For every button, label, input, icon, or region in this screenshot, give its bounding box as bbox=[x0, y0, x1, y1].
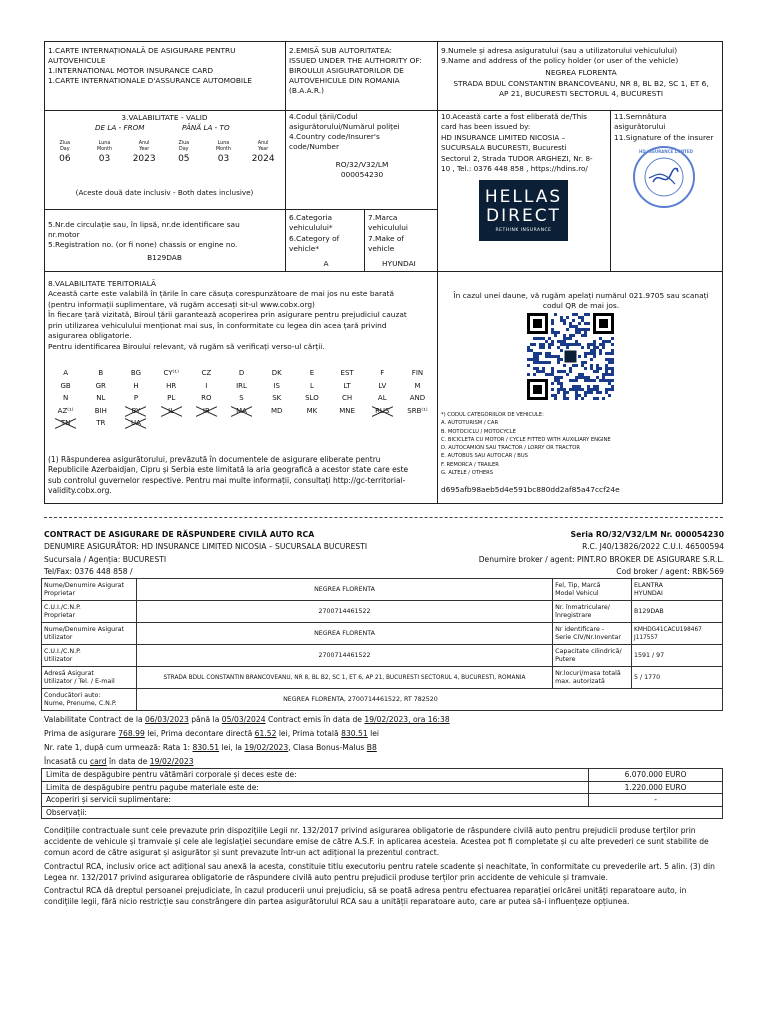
country-code: CH bbox=[342, 394, 353, 402]
table-row bbox=[42, 781, 723, 794]
cell-label: Nr. înmatriculare/ înregistrare bbox=[553, 601, 632, 623]
day-header: Ziua Day bbox=[178, 141, 190, 152]
cell-label: C.U.I./C.N.P. Utilizator bbox=[42, 645, 137, 667]
country-code: TN bbox=[48, 417, 83, 430]
text: Contract emis în data de bbox=[265, 715, 365, 724]
country-code: SK bbox=[272, 394, 282, 402]
table-row bbox=[42, 601, 723, 623]
text: în data de bbox=[106, 757, 150, 766]
country-code: RO bbox=[201, 394, 212, 402]
cell-label: Nume/Denumire Asigurat Proprietar bbox=[42, 579, 137, 601]
divider bbox=[44, 271, 723, 272]
year-header: Anul Year bbox=[138, 141, 150, 152]
country-code: CZ bbox=[201, 369, 212, 377]
validity-dates bbox=[45, 141, 283, 165]
country-code: S bbox=[239, 394, 244, 402]
valid-to: 05/03/2024 bbox=[221, 715, 266, 724]
cell-value: 2700714461522 bbox=[136, 645, 552, 667]
valid-from: 06/03/2023 bbox=[145, 715, 189, 724]
table-row bbox=[42, 769, 723, 782]
table-row bbox=[42, 623, 723, 645]
country-code: MK bbox=[306, 406, 318, 415]
cell-value: NEGREA FLORENTA bbox=[136, 579, 552, 601]
cell-label: Fel, Tip, Marcă Model Vehicul bbox=[553, 579, 632, 601]
month-header: Luna Month bbox=[215, 141, 231, 152]
country-code: H bbox=[133, 381, 139, 390]
payment-date: 19/02/2023 bbox=[149, 757, 194, 766]
country-code: BY bbox=[118, 405, 153, 418]
country-code: DK bbox=[271, 369, 282, 377]
damage-text: În cazul unei daune, vă rugăm apelați numărul 021.9705 sau scanați codul QR de mai jos. bbox=[453, 291, 709, 311]
installment-amount: 830.51 bbox=[192, 743, 220, 752]
card-title: 1.CARTE INTERNAȚIONALĂ DE ASIGURARE PENTRU AUTOVEHICULE 1.INTERNATIONAL MOTOR INSURANCE CARD 1.CARTE INTERNATIONALE D'ASSURANCE AUTOMOBILE bbox=[48, 46, 252, 85]
country-code: IS bbox=[273, 381, 280, 390]
text: , Clasa Bonus-Malus bbox=[288, 743, 367, 752]
driver-value: NEGREA FLORENTA, 2700714461522, RT 782520 bbox=[136, 689, 722, 711]
hellas-direct-logo bbox=[479, 180, 568, 241]
text: lei, Prima totală bbox=[276, 729, 342, 738]
bonus-malus-class: B8 bbox=[366, 743, 377, 752]
year-header: Anul Year bbox=[257, 141, 269, 152]
payment-method: card bbox=[89, 757, 107, 766]
country-code: N bbox=[62, 394, 69, 402]
text: Prima de asigurare bbox=[44, 729, 119, 738]
contract-title: CONTRACT DE ASIGURARE DE RĂSPUNDERE CIVILĂ AUTO RCA bbox=[44, 530, 315, 539]
country-code: D bbox=[238, 369, 245, 377]
cell-value: 1591 / 97 bbox=[632, 645, 723, 667]
divider bbox=[44, 209, 437, 210]
limit-label: Limita de despăgubire pentru pagube materiale este de: bbox=[42, 781, 589, 794]
table-row bbox=[42, 579, 723, 601]
limit-value: - bbox=[589, 794, 723, 807]
conditions-paragraph: Condițiile contractuale sunt cele prevazute prin dispozițiile Legii nr. 132/2017 privind asigurarea obligatorie de răspundere civilă auto pentru prejudicii produse terților prin accidente de vehicule și tramvaie și cele ale legislației secundare emise de către A.S.F. in aplicarea acesteia. Acestea pot fi completate și cu alte prevederi ce sunt stabilite de comun acord de către asigurat și asigurător și sunt prevazute într-un act adițional la prezentul contract. bbox=[44, 826, 709, 858]
text: lei bbox=[367, 729, 380, 738]
text: până la bbox=[188, 715, 222, 724]
text: Nr. rate 1, după cum urmează: Rata 1: bbox=[44, 743, 193, 752]
direct-premium: 61.52 bbox=[254, 729, 277, 738]
issued-by: 10.Această carte a fost eliberată de/This card has been issued by: HD INSURANCE LIMITED NICOSIA – SUCURSALA BUCURESTI, Bucuresti Sectorul 2, Strada TUDOR ARGHEZI, Nr. 8- 10 , Tel.: 0376 448 858 , https://hdins.ro/ bbox=[441, 112, 593, 174]
holder-label: 9.Numele și adresa asiguratului (sau a utilizatorului vehiculului) 9.Name and address of the policy holder (or user of the vehicle) bbox=[441, 46, 679, 65]
cell-label: Nr identificare - Serie CIV/Nr.Inventar bbox=[553, 623, 632, 645]
cell-value: STRADA BDUL CONSTANTIN BRANCOVEANU, NR 8, BL B2, SC 1, ET 6, AP 21, BUCURESTI SECTORUL 4, BUCURESTI, ROMANIA bbox=[136, 667, 552, 689]
country-code: BG bbox=[130, 369, 142, 377]
qr-code[interactable] bbox=[527, 313, 614, 400]
country-code: GB bbox=[60, 381, 71, 390]
insurer-line: DENUMIRE ASIGURĂTOR: HD INSURANCE LIMITED NICOSIA – SUCURSALA BUCURESTI bbox=[44, 542, 368, 551]
cell-value: B129DAB bbox=[632, 601, 723, 623]
premium: 768.99 bbox=[118, 729, 145, 738]
validity-title: 3.VALABILITATE - VALID bbox=[121, 113, 208, 122]
make-label: 7.Marca vehiculului 7.Make of vehicle bbox=[368, 213, 408, 254]
divider bbox=[610, 110, 611, 271]
country-code: TR bbox=[96, 419, 106, 427]
day-header: Ziua Day bbox=[59, 141, 71, 152]
cell-label: Nr.locuri/masa totală max. autorizată bbox=[553, 667, 632, 689]
stamp-text: HD INSURANCE LIMITED bbox=[639, 149, 693, 154]
country-code: IRL bbox=[236, 381, 247, 390]
divider bbox=[364, 209, 365, 271]
from-day: 06 bbox=[59, 154, 71, 164]
rc-line: R.C. J40/13826/2022 C.U.I. 46500594 bbox=[582, 542, 724, 551]
from-year: 2023 bbox=[132, 154, 156, 164]
logo-wordmark: HELLAS DIRECT bbox=[484, 186, 563, 226]
country-code: GR bbox=[95, 381, 106, 390]
issued-authority: 2.EMISĂ SUB AUTORITATEA: ISSUED UNDER THE AUTHORITY OF: BIROULUI ASIGURATORILOR DE AUTOVEHICULE DIN ROMANIA (B.A.A.R.) bbox=[289, 46, 422, 95]
table-row bbox=[42, 667, 723, 689]
month-header: Luna Month bbox=[96, 141, 112, 152]
broker-code: Cod broker / agent: RBK-569 bbox=[616, 567, 724, 576]
to-month: 03 bbox=[217, 154, 230, 164]
to-year: 2024 bbox=[251, 154, 275, 164]
holder-name: NEGREA FLORENTA bbox=[545, 68, 617, 77]
installment-date: 19/02/2023 bbox=[244, 743, 289, 752]
insurer-code-value: RO/32/V32/LM 000054230 bbox=[335, 160, 389, 179]
cell-value: 5 / 1770 bbox=[632, 667, 723, 689]
divider bbox=[44, 110, 723, 111]
logo-tagline: RETHINK INSURANCE bbox=[495, 227, 552, 233]
limits-table bbox=[41, 768, 723, 819]
table-row bbox=[42, 806, 723, 819]
country-code: UA bbox=[118, 417, 153, 430]
country-code: I bbox=[205, 381, 208, 390]
text: Valabilitate Contract de la bbox=[44, 715, 146, 724]
country-code: M bbox=[414, 381, 421, 390]
divider bbox=[285, 41, 286, 110]
country-code: AZ⁽¹⁾ bbox=[57, 406, 74, 415]
limit-label: Acoperiri și servicii suplimentare: bbox=[42, 794, 589, 807]
divider bbox=[285, 110, 286, 271]
country-code: P bbox=[133, 394, 139, 402]
limit-label: Observații: bbox=[42, 806, 723, 819]
category-codes: *) CODUL CATEGORIILOR DE VEHICULE: A. AUTOTURISM / CAR B. MOTOCICLU / MOTOCYCLE C. BICICLETA CU MOTOR / CYCLE FITTED WITH AUXILIARY ENGINE D. AUTOCAMION SAU TRACTOR / LORRY OR TRACTOR E. AUTOBUS SAU AUTOCAR / BUS F. REMORCA / TRAILER G. ALTELE / OTHERS bbox=[441, 412, 611, 477]
make-value: HYUNDAI bbox=[382, 259, 416, 268]
country-code: LV bbox=[378, 381, 387, 390]
country-code: MNE bbox=[339, 406, 355, 415]
branch-line: Sucursala / Agenția: BUCURESTI bbox=[44, 555, 167, 564]
cell-label: Nume/Denumire Asigurat Utilizator bbox=[42, 623, 137, 645]
tel-line: Tel/Fax: 0376 448 858 / bbox=[44, 567, 133, 576]
to-label: PÂNĂ LA - TO bbox=[182, 123, 230, 132]
country-code: SLO bbox=[305, 394, 319, 402]
country-code: F bbox=[380, 369, 385, 377]
country-code: HR bbox=[166, 381, 177, 390]
territorial-footnote: (1) Răspunderea asigurătorului, prevăzută în documentele de asigurare eliberate pentru Republicile Azerbaidjan, Cipru și Serbia este limitată la aria geografică a acestor state care este sub controlul guvernelor respective. Pentru mai multe informații, consultați http://gc-territorial- validity.cobx.org. bbox=[48, 455, 409, 496]
insurer-stamp bbox=[633, 146, 695, 208]
repair-paragraph: Contractul RCA dă dreptul persoanei prejudiciate, în cazul producerii unui prejudiciu, să se poată adresa pentru efectuarea reparației oricărei unități reparatoare auto, in condițiile legii, fără nicio restricție sau constrângere din partea asigurătorului RCA sau a unității reparatoare auto, care ar putea să-i influențeze opțiunea. bbox=[44, 886, 687, 907]
country-code: CY⁽¹⁾ bbox=[163, 369, 179, 377]
from-label: DE LA - FROM bbox=[95, 123, 145, 132]
verification-hash: d695afb98aeb5d4e591bc880dd2af85a47ccf24e bbox=[441, 485, 620, 494]
country-code: IR bbox=[189, 405, 224, 418]
insurer-code-label: 4.Codul țării/Codul asigurătorului/Numărul poliței 4.Country code/Insurer's code/Number bbox=[289, 112, 400, 151]
text: Încasată cu bbox=[44, 757, 90, 766]
installments-line bbox=[44, 741, 377, 755]
enforcement-paragraph: Contractul RCA, inclusiv orice act adițional sau anexă la acesta, constituie titlu executoriu pentru ratele scadente și neachitate, în conformitate cu prevederile art. 5 alin. (3) din Legea nr. 132/2017 privind asigurarea obligatorie de răspundere civilă auto pentru prejudicii produse terților prin accidente de vehicule și tramvaie. bbox=[44, 862, 715, 883]
country-code: EST bbox=[340, 369, 354, 377]
cell-label: C.U.I./C.N.P. Proprietar bbox=[42, 601, 137, 623]
premium-line bbox=[44, 727, 379, 741]
cell-label: Conducători auto: Nume, Prenume, C.N.P. bbox=[42, 689, 137, 711]
country-code: MD bbox=[271, 406, 283, 415]
country-code: LT bbox=[343, 381, 351, 390]
total-premium: 830.51 bbox=[341, 729, 368, 738]
territorial-text: Această carte este valabilă în țările în care căsuța corespunzătoare de mai jos nu este barată (pentru informații suplimentare, vă rugăm accesați sit-ul www.cobx.org) În fiecare țară vizitată, Biroul țării garantează acoperirea prin asigurare pentru prejudiciul cauzat prin utilizarea vehiculului menționat mai sus, în conformitate cu legea din acea țară privind asigurarea obligatorie. Pentru identificarea Biroului relevant, vă rugăm să verificați verso-ul cărții. bbox=[48, 289, 407, 351]
country-code: RUS bbox=[365, 405, 400, 418]
cell-label: Capacitate cilindrică/ Putere bbox=[553, 645, 632, 667]
text: lei, Prima decontare directă bbox=[144, 729, 255, 738]
country-code: NL bbox=[96, 394, 106, 402]
country-code: MA bbox=[224, 405, 259, 418]
country-code: FIN bbox=[411, 369, 424, 377]
limit-label: Limita de despăgubire pentru vătămări corporale și deces este de: bbox=[42, 769, 589, 782]
cell-label: Adresă Asigurat Utilizator / Tel. / E-mail bbox=[42, 667, 137, 689]
territorial-title: 8.VALABILITATE TERITORIALĂ bbox=[48, 279, 156, 288]
country-code: A bbox=[63, 369, 68, 377]
stamp-seal-icon bbox=[635, 148, 693, 206]
limit-value: 1.220.000 EURO bbox=[589, 781, 723, 794]
cell-value: 2700714461522 bbox=[136, 601, 552, 623]
country-code: E bbox=[309, 369, 315, 377]
dates-inclusive: (Aceste două date inclusiv - Both dates inclusive) bbox=[75, 188, 254, 197]
dashed-separator bbox=[44, 517, 723, 518]
qr-code-icon bbox=[527, 313, 614, 400]
registration-label: 5.Nr.de circulație sau, în lipsă, nr.de identificare sau nr.motor 5.Registration no. (or fi none) chassis or engine no. bbox=[48, 220, 240, 250]
text: lei, la bbox=[219, 743, 245, 752]
cell-value: NEGREA FLORENTA bbox=[136, 623, 552, 645]
country-code: L bbox=[309, 381, 314, 390]
issue-date: 19/02/2023, ora 16:38 bbox=[364, 715, 450, 724]
contract-validity bbox=[44, 713, 450, 727]
signature-label: 11.Semnătura asigurătorului 11.Signature of the insurer bbox=[614, 112, 714, 142]
payment-line bbox=[44, 755, 194, 769]
country-code: AND bbox=[409, 394, 426, 402]
table-row bbox=[42, 794, 723, 807]
country-code: PL bbox=[167, 394, 176, 402]
table-row bbox=[42, 689, 723, 711]
country-code: BIH bbox=[94, 406, 107, 415]
from-month: 03 bbox=[98, 154, 111, 164]
insured-table bbox=[41, 578, 723, 711]
broker-line: Denumire broker / agent: PINT.RO BROKER DE ASIGURARE S.R.L. bbox=[478, 555, 724, 564]
country-grid bbox=[48, 367, 435, 430]
country-code: IL bbox=[154, 405, 189, 418]
registration-value: B129DAB bbox=[147, 253, 182, 262]
to-day: 05 bbox=[178, 154, 190, 164]
holder-address: STRADA BDUL CONSTANTIN BRANCOVEANU, NR 8, BL B2, SC 1, ET 6, AP 21, BUCURESTI SECTORUL 4, BUCURESTI bbox=[453, 79, 709, 98]
country-code: B bbox=[98, 369, 104, 377]
category-value: A bbox=[323, 259, 329, 268]
cell-value: ELANTRA HYUNDAI bbox=[632, 579, 723, 601]
cell-value: KMHDG41CACU198467 J117557 bbox=[632, 623, 723, 645]
country-code: AL bbox=[377, 394, 387, 402]
country-code: SRB⁽¹⁾ bbox=[407, 406, 428, 415]
limit-value: 6.070.000 EURO bbox=[589, 769, 723, 782]
category-label: 6.Categoria vehiculului* 6.Category of vehicle* bbox=[289, 213, 340, 254]
table-row bbox=[42, 645, 723, 667]
contract-series: Seria RO/32/V32/LM Nr. 000054230 bbox=[570, 530, 724, 539]
